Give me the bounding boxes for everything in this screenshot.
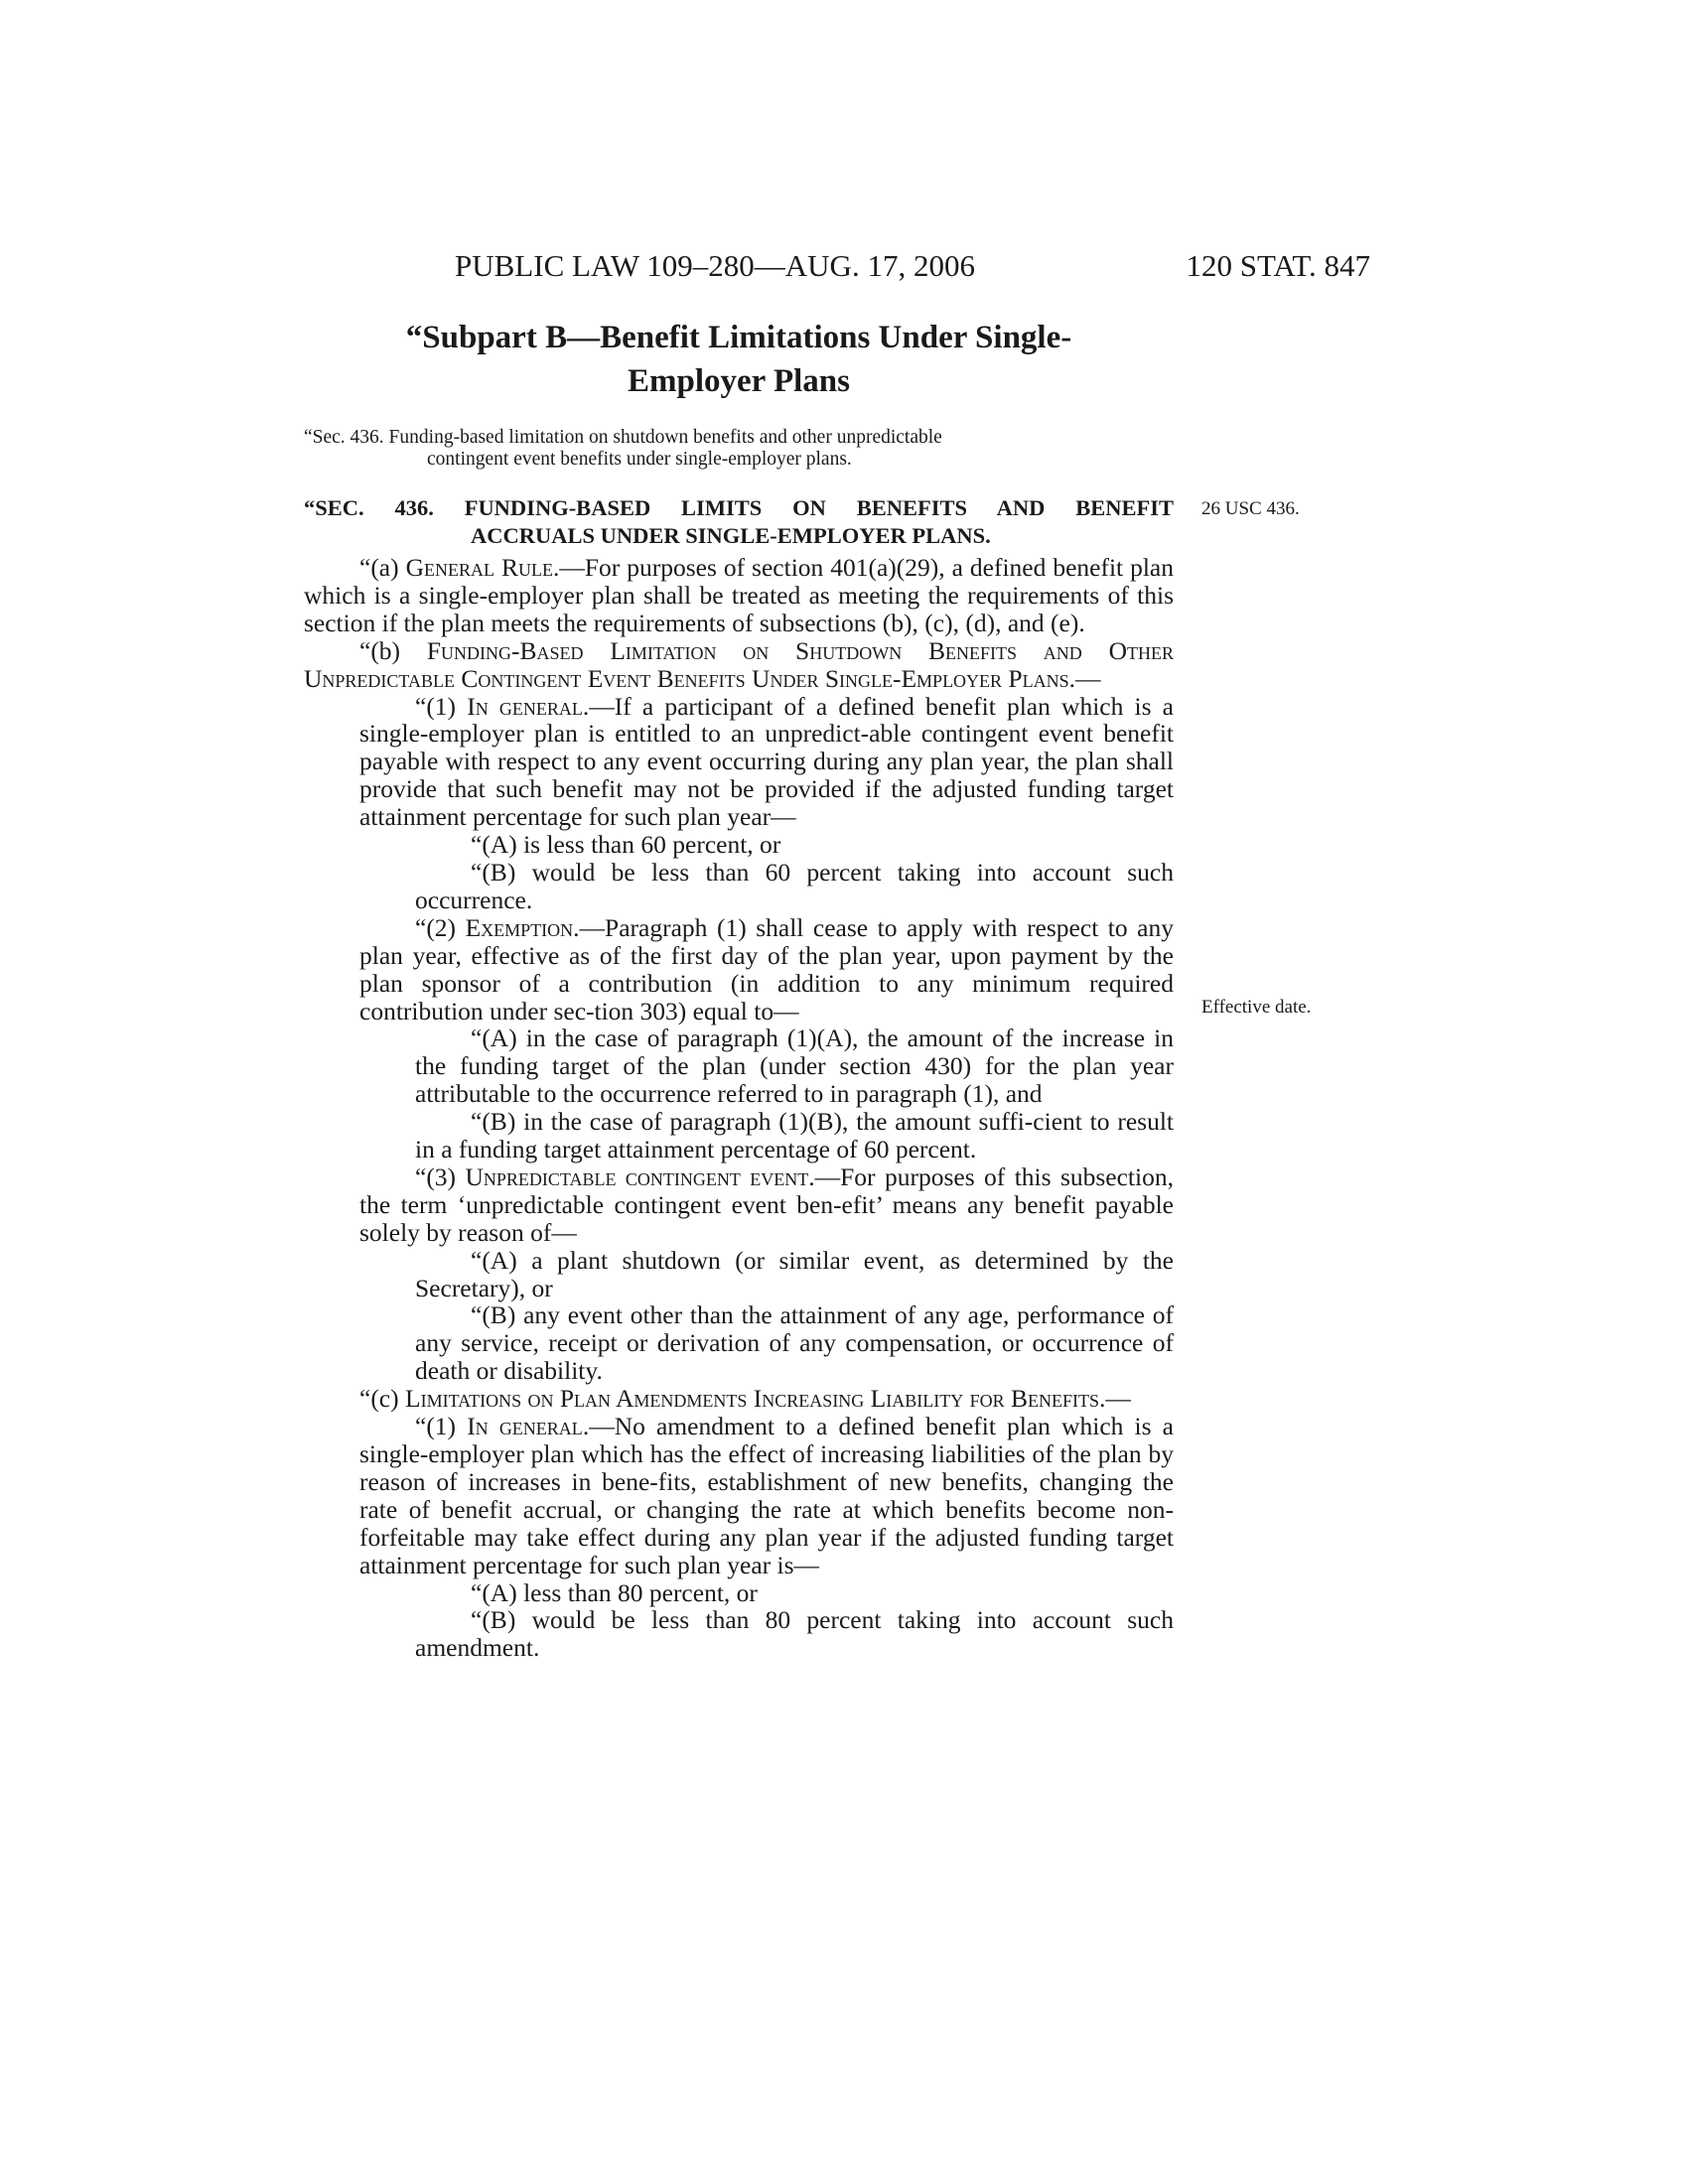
paragraph-b1-heading: In general <box>467 691 583 721</box>
margin-note-effective-date: Effective date. <box>1201 997 1312 1018</box>
clause-b3B: “(B) any event other than the attainment of any age, performance of any service, receipt or derivation of any compensation, or occurrence of death or disability. <box>415 1300 1174 1386</box>
table-of-contents-entry <box>304 427 1174 471</box>
subsection-c-heading: Limitations on Plan Amendments Increasing Liability for Benefits <box>405 1384 1100 1414</box>
toc-line2: contingent event benefits under single-employer plans. <box>427 449 852 470</box>
clause-b2B: “(B) in the case of paragraph (1)(B), the amount suffi-cient to result in a funding target attainment percentage of 60 percent. <box>415 1107 1174 1164</box>
paragraph-b3: “(3) Unpredictable contingent event.—For purposes of this subsection, the term ‘unpredictable contingent event ben-efit’ means any benefit payable solely by reason of— <box>359 1161 1174 1247</box>
running-head: PUBLIC LAW 109–280—AUG. 17, 2006 <box>455 248 975 283</box>
subsection-a-heading: General Rule <box>405 553 553 582</box>
subpart-title-line1: “Subpart B—Benefit Limitations Under Single- <box>405 320 1072 355</box>
clause-b3A: “(A) a plant shutdown (or similar event, as determined by the Secretary), or <box>415 1245 1174 1302</box>
clause-b1B: “(B) would be less than 60 percent taking into account such occurrence. <box>415 857 1174 914</box>
paragraph-b2: “(2) Exemption.—Paragraph (1) shall cease to apply with respect to any plan year, effective as of the first day of the plan year, upon payment by the plan sponsor of a contribution (in addition to any minimum required contribution under sec-tion 303) equal to— <box>359 912 1174 1025</box>
subpart-title-line2: Employer Plans <box>628 363 850 399</box>
clause-b1A: “(A) is less than 60 percent, or <box>471 830 781 860</box>
subsection-c: “(c) Limitations on Plan Amendments Increasing Liability for Benefits.— <box>359 1384 1131 1414</box>
section-heading <box>304 494 1174 550</box>
section-body <box>304 554 1174 1662</box>
subsection-b-heading: Funding-Based Limitation on Shutdown Benefits and Other Unpredictable Contingent Event Benefits Under Single-Employer Plans <box>304 635 1174 693</box>
paragraph-b1: “(1) In general.—If a participant of a defined benefit plan which is a single-employer plan is entitled to an unpredict-able contingent event benefit payable with respect to any event occurring during any plan year, the plan shall provide that such benefit may not be provided if the adjusted funding target attainment percentage for such plan year— <box>359 691 1174 832</box>
clause-c1A: “(A) less than 80 percent, or <box>471 1577 758 1607</box>
section-heading-line1: “SEC. 436. FUNDING-BASED LIMITS ON BENEFITS AND BENEFIT <box>304 495 1174 520</box>
section-heading-line2: ACCRUALS UNDER SINGLE-EMPLOYER PLANS. <box>471 523 991 548</box>
page-header <box>304 246 1370 286</box>
clause-b2A: “(A) in the case of paragraph (1)(A), the amount of the increase in the funding target of the plan (under section 430) for the plan year attributable to the occurrence referred to in paragraph (1), and <box>415 1024 1174 1109</box>
margin-note-usc: 26 USC 436. <box>1201 498 1300 519</box>
page-number: 120 STAT. 847 <box>1186 248 1370 283</box>
paragraph-c1-heading: In general <box>467 1412 583 1441</box>
paragraph-b3-heading: Unpredictable contingent event <box>465 1161 809 1191</box>
subsection-a: “(a) General Rule.—For purposes of section 401(a)(29), a defined benefit plan which is a single-employer plan shall be treated as meeting the requirements of this section if the plan meets the requirements of subsections (b), (c), (d), and (e). <box>304 553 1174 637</box>
paragraph-b2-heading: Exemption <box>465 912 574 942</box>
subsection-b: “(b) Funding-Based Limitation on Shutdown Benefits and Other Unpredictable Contingent Event Benefits Under Single-Employer Plans.— <box>304 635 1174 693</box>
subpart-title <box>304 316 1174 403</box>
toc-line1: “Sec. 436. Funding-based limitation on shutdown benefits and other unpredictable <box>304 427 942 448</box>
clause-c1B: “(B) would be less than 80 percent taking into account such amendment. <box>415 1605 1174 1663</box>
paragraph-c1: “(1) In general.—No amendment to a defined benefit plan which is a single-employer plan which has the effect of increasing liabilities of the plan by reason of increases in bene-fits, establishment of new benefits, changing the rate of benefit accrual, or changing the rate at which benefits become non-forfeitable may take effect during any plan year if the adjusted funding target attainment percentage for such plan year is— <box>359 1412 1174 1579</box>
